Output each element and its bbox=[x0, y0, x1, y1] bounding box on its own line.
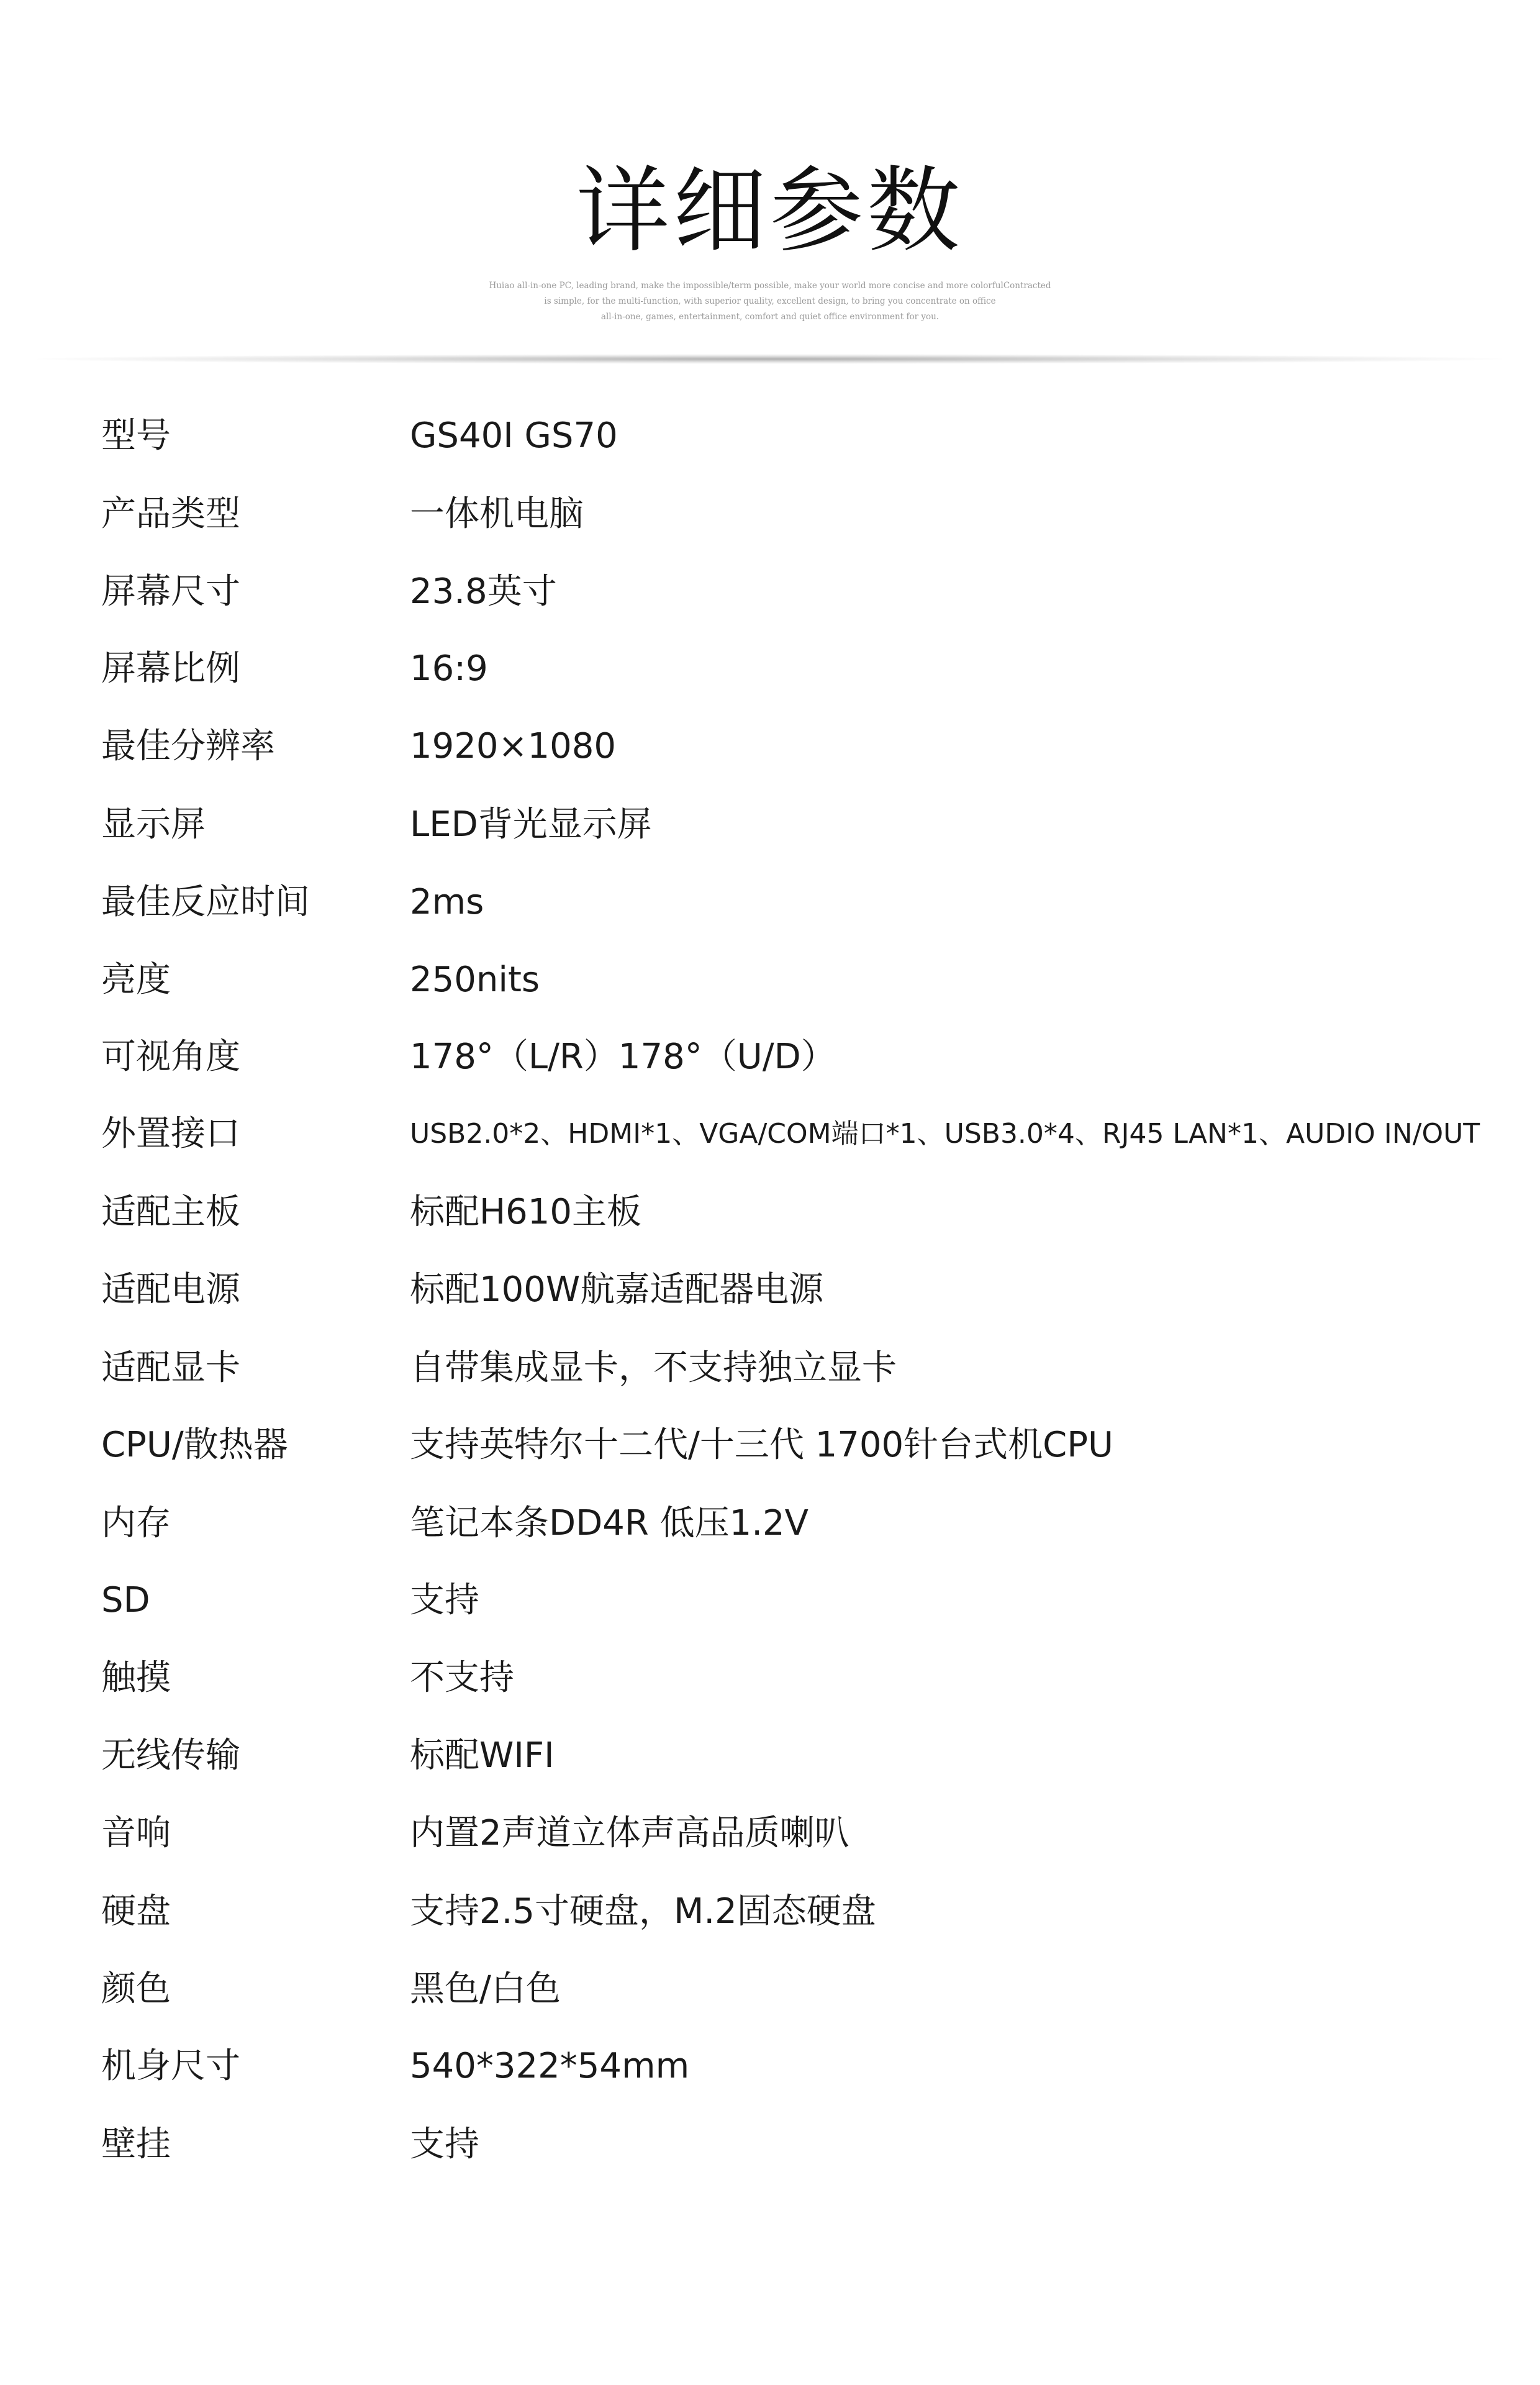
spec-label: 适配显卡 bbox=[101, 1348, 240, 1388]
spec-value: 内置2声道立体声高品质喇叭 bbox=[410, 1813, 849, 1853]
spec-row-touch bbox=[0, 1647, 1540, 1709]
spec-value: 支持 bbox=[410, 1580, 479, 1620]
spec-label: 最佳分辨率 bbox=[101, 726, 275, 766]
spec-row-brightness bbox=[0, 949, 1540, 1011]
spec-value: 笔记本条DD4R 低压1.2V bbox=[410, 1503, 808, 1543]
spec-row-color bbox=[0, 1958, 1540, 2020]
spec-label: 最佳反应时间 bbox=[101, 882, 310, 922]
spec-label: SD bbox=[101, 1580, 150, 1620]
spec-value: 支持 bbox=[410, 2124, 479, 2165]
spec-label: 内存 bbox=[101, 1503, 171, 1543]
spec-value: LED背光显示屏 bbox=[410, 804, 652, 845]
spec-row-response-time bbox=[0, 871, 1540, 934]
spec-label: 壁挂 bbox=[101, 2124, 171, 2165]
spec-value: 540*322*54mm bbox=[410, 2046, 690, 2086]
spec-row-resolution bbox=[0, 716, 1540, 778]
spec-row-audio bbox=[0, 1802, 1540, 1865]
spec-value: 250nits bbox=[410, 960, 540, 1000]
spec-row-cpu bbox=[0, 1414, 1540, 1476]
spec-label: 型号 bbox=[101, 416, 171, 456]
spec-label: 可视角度 bbox=[101, 1037, 240, 1077]
spec-row-model bbox=[0, 405, 1540, 467]
spec-label: 产品类型 bbox=[101, 494, 240, 534]
spec-value: 黑色/白色 bbox=[410, 1969, 561, 2009]
spec-row-sd bbox=[0, 1570, 1540, 1632]
spec-value: 支持英特尔十二代/十三代 1700针台式机CPU bbox=[410, 1425, 1114, 1465]
spec-row-display bbox=[0, 794, 1540, 856]
spec-label: 颜色 bbox=[101, 1969, 171, 2009]
spec-value: 不支持 bbox=[410, 1658, 514, 1698]
spec-row-viewing-angle bbox=[0, 1026, 1540, 1088]
spec-label: 外置接口 bbox=[101, 1114, 240, 1154]
spec-row-storage bbox=[0, 1881, 1540, 1943]
spec-label: 适配电源 bbox=[101, 1270, 240, 1310]
spec-row-wall-mount bbox=[0, 2114, 1540, 2176]
spec-row-product-type bbox=[0, 483, 1540, 545]
subtitle-line: Huiao all-in-one PC, leading brand, make the impossible/term possible, make your world more concise and more colorfulContracted bbox=[489, 281, 1051, 291]
spec-value: 标配WIFI bbox=[410, 1735, 555, 1776]
subtitle-line: all-in-one, games, entertainment, comfort and quiet office environment for you. bbox=[600, 312, 940, 322]
spec-row-aspect-ratio bbox=[0, 638, 1540, 700]
spec-value: 自带集成显卡，不支持独立显卡 bbox=[410, 1348, 897, 1388]
spec-label: 机身尺寸 bbox=[101, 2046, 240, 2086]
spec-label: 音响 bbox=[101, 1813, 171, 1853]
spec-label: 无线传输 bbox=[101, 1735, 240, 1776]
spec-value: 标配100W航嘉适配器电源 bbox=[410, 1270, 824, 1310]
spec-row-screen-size bbox=[0, 561, 1540, 623]
spec-label: 硬盘 bbox=[101, 1891, 171, 1932]
spec-value: 标配H610主板 bbox=[410, 1192, 641, 1232]
spec-value: 一体机电脑 bbox=[410, 494, 584, 534]
spec-row-motherboard bbox=[0, 1181, 1540, 1243]
spec-label: 适配主板 bbox=[101, 1192, 240, 1232]
spec-label: 触摸 bbox=[101, 1658, 171, 1698]
spec-value: 178°（L/R）178°（U/D） bbox=[410, 1037, 836, 1077]
spec-value: 16:9 bbox=[410, 648, 488, 689]
spec-label: 亮度 bbox=[101, 960, 171, 1000]
spec-value: 1920×1080 bbox=[410, 726, 616, 766]
spec-value: USB2.0*2、HDMI*1、VGA/COM端口*1、USB3.0*4、RJ45 LAN*1、AUDIO IN/OUT bbox=[410, 1118, 1480, 1150]
spec-value: 2ms bbox=[410, 882, 484, 922]
spec-row-dimensions bbox=[0, 2035, 1540, 2097]
subtitle-line: is simple, for the multi-function, with superior quality, excellent design, to bring you concentrate on office bbox=[544, 296, 996, 306]
spec-value: GS40I GS70 bbox=[410, 416, 618, 456]
spec-value: 23.8英寸 bbox=[410, 571, 557, 612]
spec-row-ports bbox=[0, 1103, 1540, 1165]
spec-row-power-supply bbox=[0, 1259, 1540, 1321]
spec-label: 屏幕尺寸 bbox=[101, 571, 240, 612]
spec-row-graphics bbox=[0, 1337, 1540, 1399]
spec-label: 屏幕比例 bbox=[101, 648, 240, 689]
spec-label: 显示屏 bbox=[101, 804, 206, 845]
spec-row-memory bbox=[0, 1492, 1540, 1555]
spec-value: 支持2.5寸硬盘，M.2固态硬盘 bbox=[410, 1891, 876, 1932]
spec-label: CPU/散热器 bbox=[101, 1425, 288, 1465]
page-title: 详细参数 bbox=[576, 157, 964, 265]
spec-row-wireless bbox=[0, 1725, 1540, 1787]
